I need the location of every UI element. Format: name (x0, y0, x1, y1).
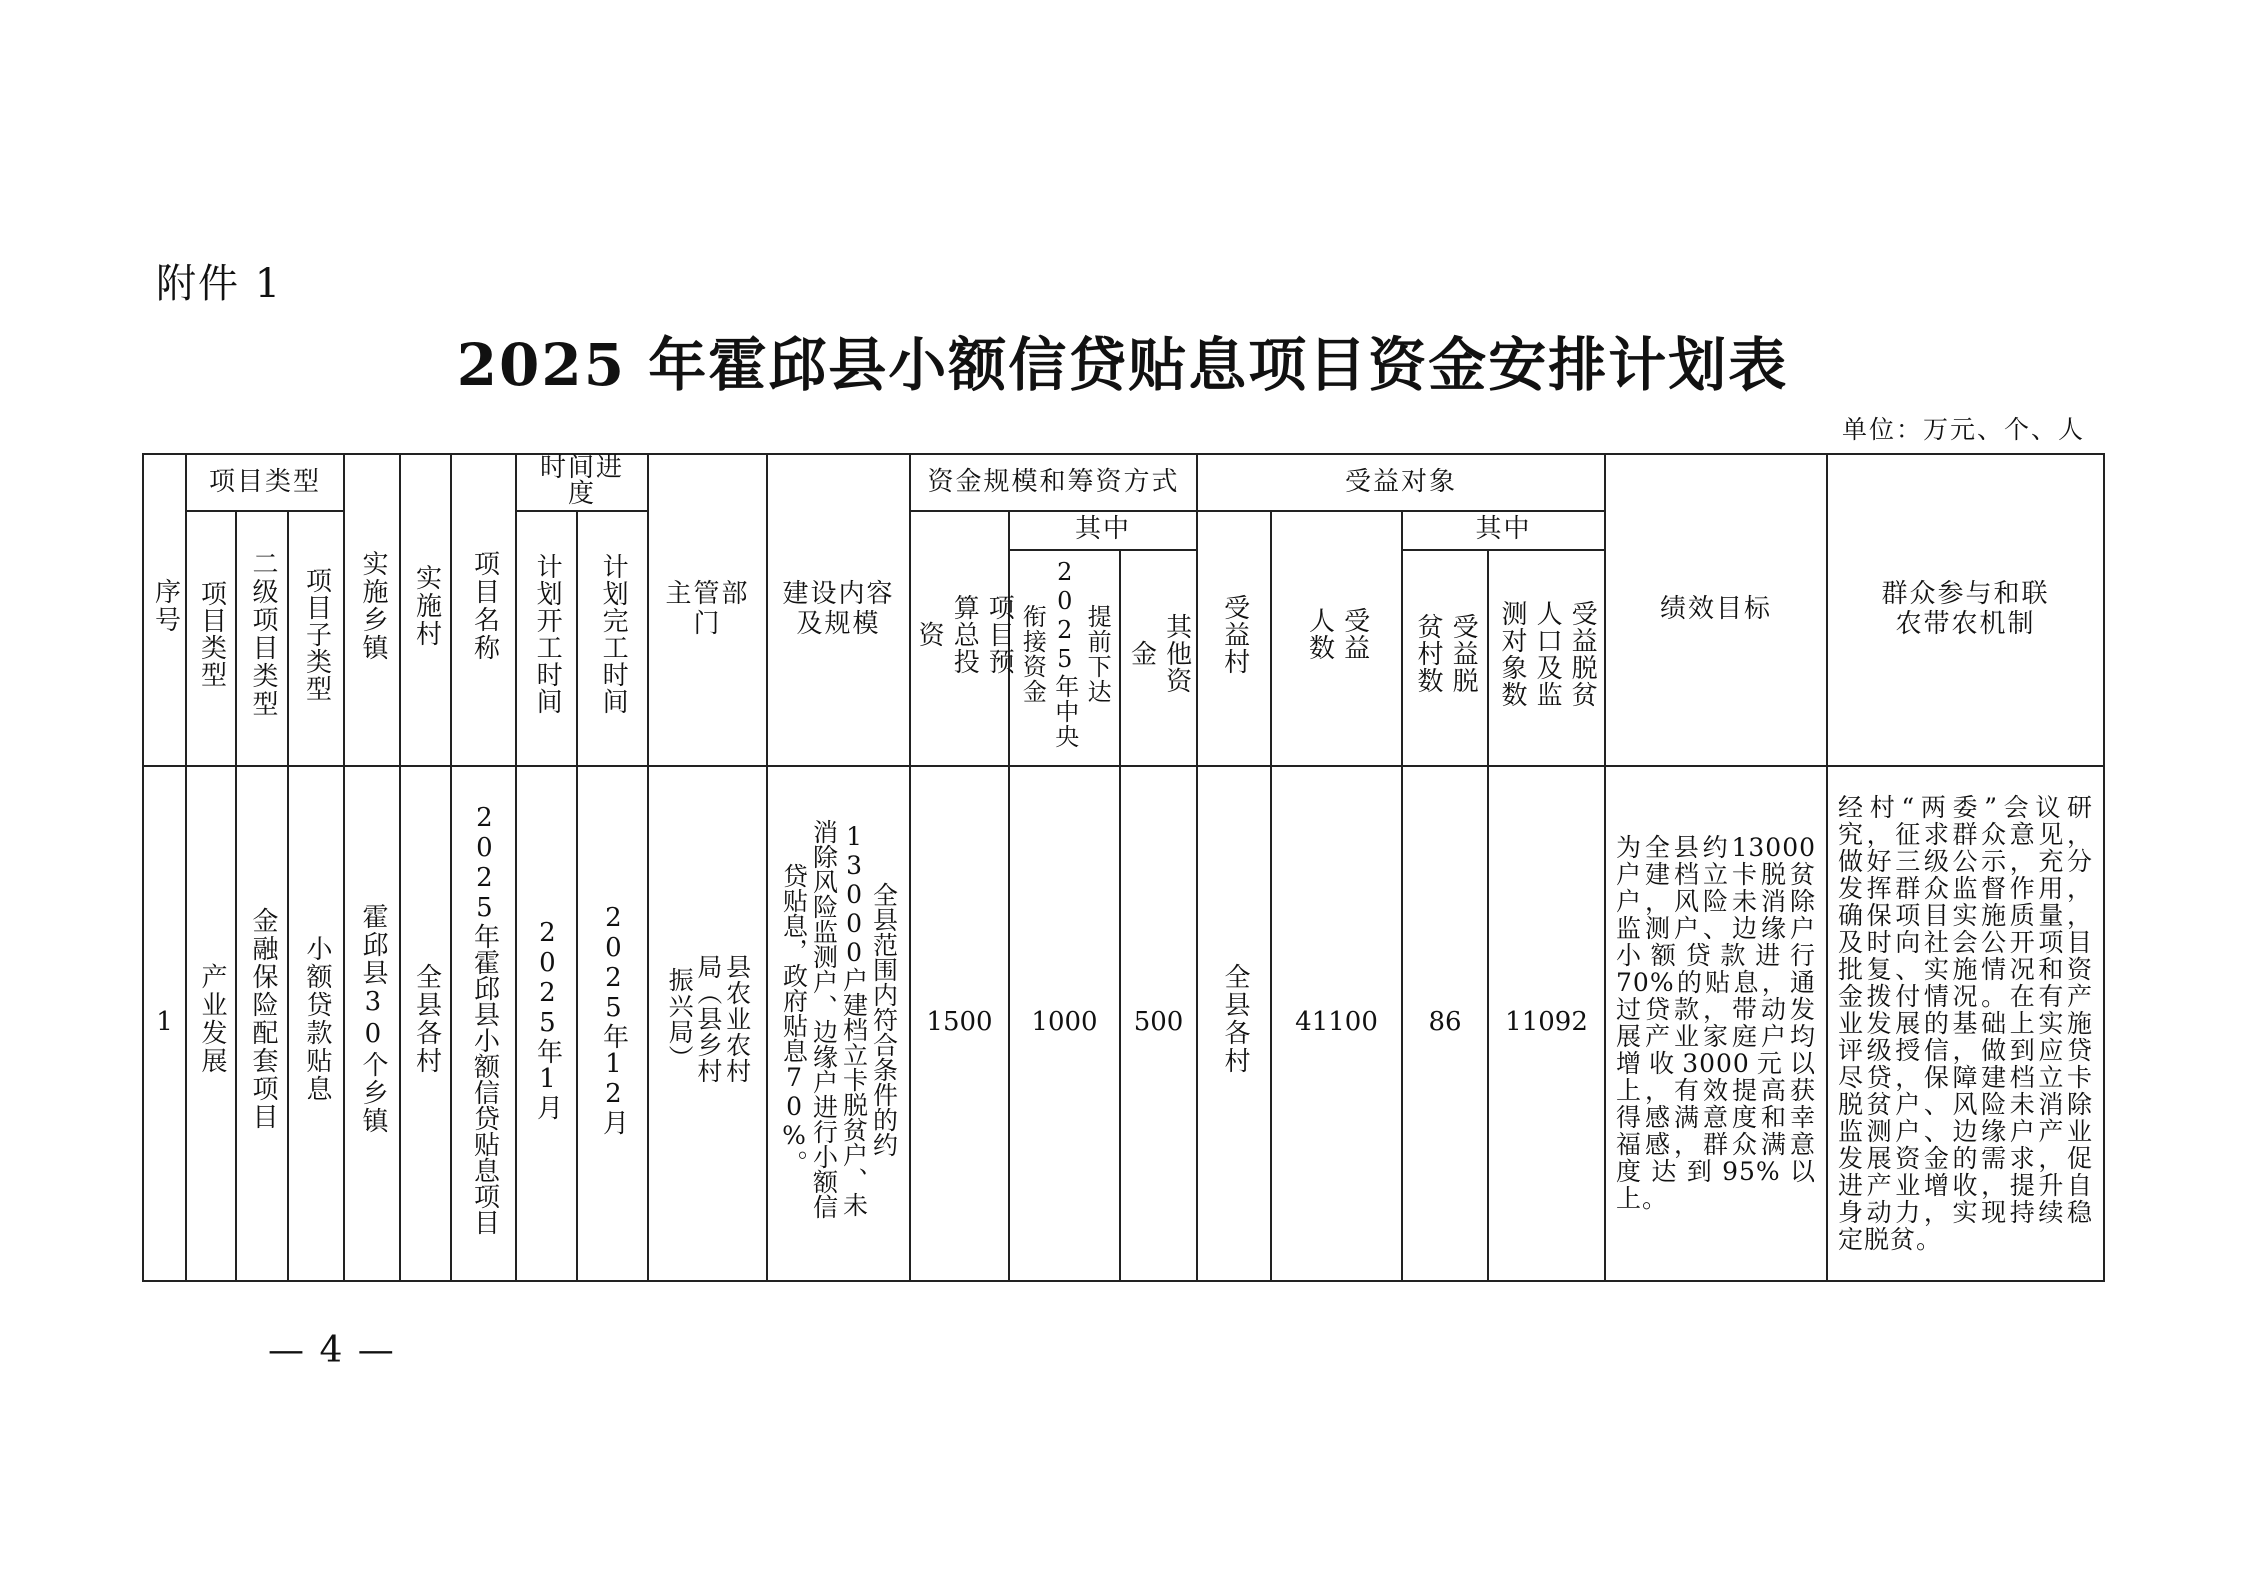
header-department: 主管部门 (648, 454, 767, 766)
header-central-funds: 提前下达2025年中央衔接资金 (1009, 550, 1120, 766)
header-project-type-group: 项目类型 (186, 454, 344, 511)
header-sub-type: 项目子类型 (288, 511, 344, 766)
header-funds-sub-group: 其中 (1009, 511, 1197, 550)
header-monitored-people: 受益脱贫人口及监测对象数 (1488, 550, 1605, 766)
cell-beneficiary-village: 全县各村 (1197, 766, 1271, 1281)
header-village: 实施村 (400, 454, 451, 766)
cell-project-type: 产业发展 (186, 766, 236, 1281)
header-project-type: 项目类型 (186, 511, 236, 766)
header-project-name: 项目名称 (451, 454, 516, 766)
cell-secondary-type: 金融保险配套项目 (236, 766, 288, 1281)
header-beneficiary-people: 受益人数 (1271, 511, 1402, 766)
cell-end-time: 2025年12月 (577, 766, 648, 1281)
cell-participation: 经村“两委”会议研究，征求群众意见，做好三级公示，充分发挥群众监督作用，确保项目实施质量，及时向社会公开项目批复、实施情况和资金拨付情况。在有产业发展的基础上实施评级授信，做到应贷尽贷，保障建档立卡脱贫户、风险未消除监测户、边缘户产业发展资金的需求，促进产业增收，提升自身动力，实现持续稳定脱贫。 (1827, 766, 2104, 1281)
header-end-time: 计划完工时间 (577, 511, 648, 766)
cell-performance: 为全县约13000户建档立卡脱贫户，风险未消除监测户、边缘户小额贷款进行70%的贴息，通过贷款，带动发展产业家庭户均增收3000元以上，有效提高获得感满意度和幸福感，群众满意度达到95%以上。 (1605, 766, 1827, 1281)
header-secondary-type: 二级项目类型 (236, 511, 288, 766)
cell-village: 全县各村 (400, 766, 451, 1281)
header-beneficiary-village: 受益村 (1197, 511, 1271, 766)
header-beneficiary-sub-group: 其中 (1402, 511, 1605, 550)
cell-start-time: 2025年1月 (516, 766, 577, 1281)
header-start-time: 计划开工时间 (516, 511, 577, 766)
plan-table (142, 453, 2105, 1282)
cell-sub-type: 小额贷款贴息 (288, 766, 344, 1281)
header-performance: 绩效目标 (1605, 454, 1827, 766)
cell-seq: 1 (143, 766, 186, 1281)
cell-township: 霍邱县30个乡镇 (344, 766, 400, 1281)
cell-beneficiary-people: 41100 (1271, 766, 1402, 1281)
page-number: — 4 — (268, 1330, 396, 1371)
attachment-label: 附件 1 (156, 261, 283, 307)
unit-label: 单位：万元、个、人 (1841, 415, 2085, 444)
header-funds-group: 资金规模和筹资方式 (910, 454, 1197, 511)
cell-monitored-people: 11092 (1488, 766, 1605, 1281)
header-township: 实施乡镇 (344, 454, 400, 766)
cell-project-name: 2025年霍邱县小额信贷贴息项目 (451, 766, 516, 1281)
cell-other-funds: 500 (1120, 766, 1197, 1281)
table-row (143, 766, 2104, 1281)
header-progress-group: 时间进度 (516, 454, 648, 511)
cell-department: 县农业农村局（县乡村振兴局） (648, 766, 767, 1281)
header-beneficiary-group: 受益对象 (1197, 454, 1605, 511)
cell-budget-total: 1500 (910, 766, 1009, 1281)
cell-poverty-village: 86 (1402, 766, 1488, 1281)
page-title: 2025 年霍邱县小额信贷贴息项目资金安排计划表 (456, 331, 1789, 399)
header-content: 建设内容及规模 (767, 454, 910, 766)
header-seq: 序号 (143, 454, 186, 766)
header-other-funds: 其他资金 (1120, 550, 1197, 766)
header-poverty-village: 受益脱贫村数 (1402, 550, 1488, 766)
cell-central-funds: 1000 (1009, 766, 1120, 1281)
header-budget-total: 项目预算总投资 (910, 511, 1009, 766)
header-participation: 群众参与和联农带农机制 (1827, 454, 2104, 766)
cell-content: 全县范围内符合条件的约13000户建档立卡脱贫户、未消除风险监测户、边缘户进行小额信贷贴息，政府贴息70%。 (767, 766, 910, 1281)
